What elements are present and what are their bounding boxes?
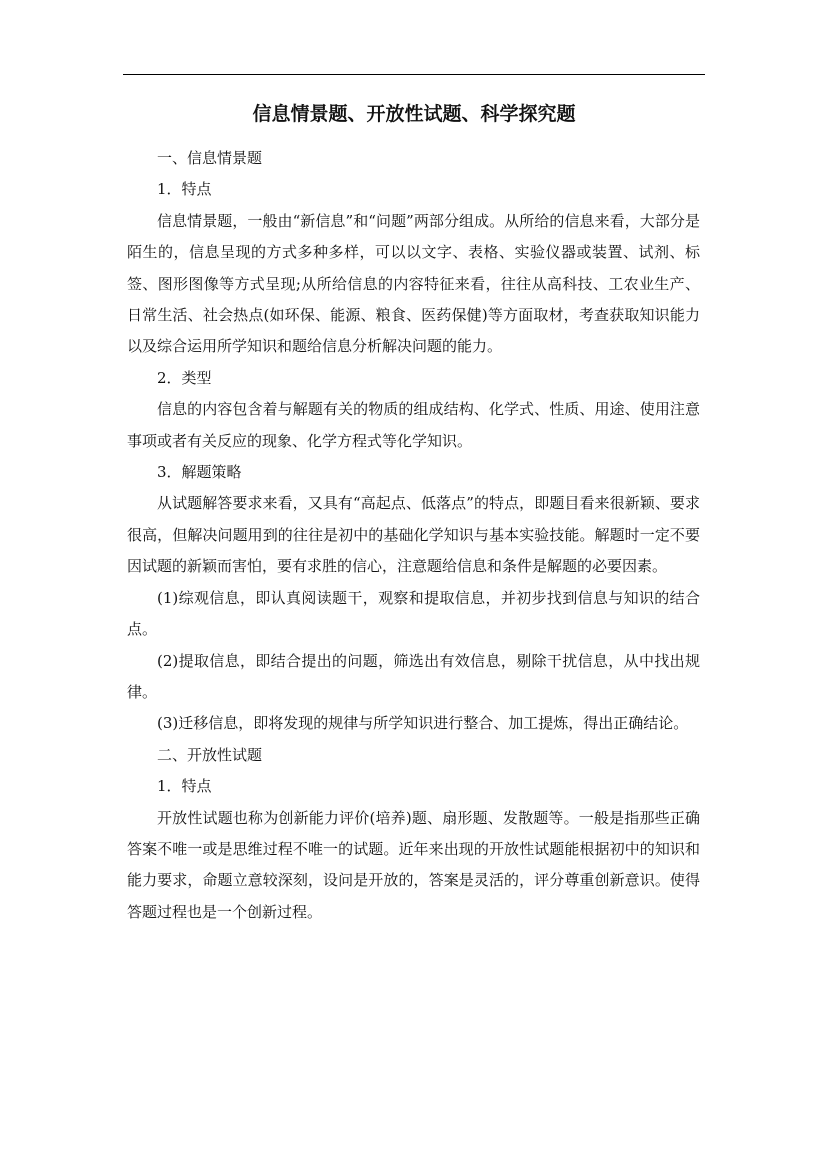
paragraph-open-features-text: 开放性试题也称为创新能力评价(培养)题、扇形题、发散题等。一般是指那些正确答案不唯一或是思维过程不唯一的试题。近年来出现的开放性试题能根据初中的知识和能力要求，命题立意较深刻，设问是开放的，答案是灵活的，评分尊重创新意识。使得答题过程也是一个创新过程。: [127, 808, 700, 921]
subheading-strategy: 3．解题策略: [157, 463, 242, 482]
section-heading-open-questions: 二、开放性试题: [157, 745, 263, 764]
paragraph-types-text: 信息的内容包含着与解题有关的物质的组成结构、化学式、性质、用途、使用注意事项或者有关反应的现象、化学方程式等化学知识。: [127, 400, 700, 450]
section-heading-info-scenario: 一、信息情景题: [157, 149, 263, 167]
subheading-features: 1．特点: [157, 180, 212, 199]
list-item-step-2: (2)提取信息，即结合提出的问题，筛选出有效信息，剔除干扰信息，从中找出规律。: [127, 651, 700, 701]
document-body: [127, 143, 700, 928]
list-item-step-1: (1)综观信息，即认真阅读题干，观察和提取信息，并初步找到信息与知识的结合点。: [127, 588, 700, 639]
paragraph-strategy-text: 从试题解答要求来看，又具有“高起点、低落点”的特点，即题目看来很新颖、要求很高，但解决问题用到的往往是初中的基础化学知识与基本实验技能。解题时一定不要因试题的新颖而害怕，要有求胜的信心，注意题给信息和条件是解题的必要因素。: [127, 494, 700, 576]
list-item-step-3: (3)迁移信息，即将发现的规律与所学知识进行整合、加工提炼，得出正确结论。: [157, 714, 689, 733]
subheading-types: 2．类型: [157, 368, 212, 387]
header-rule: [123, 74, 705, 75]
document-title: 信息情景题、开放性试题、科学探究题: [252, 103, 576, 125]
subheading-open-features: 1．特点: [157, 777, 212, 796]
paragraph-features-text: 信息情景题，一般由“新信息”和“问题”两部分组成。从所给的信息来看，大部分是陌生的，信息呈现的方式多种多样，可以以文字、表格、实验仪器或装置、试剂、标签、图形图像等方式呈现;从所给信息的内容特征来看，往往从高科技、工农业生产、日常生活、社会热点(如环保、能源、粮食、医药保健)等方面取材，考查获取知识能力以及综合运用所学知识和题给信息分析解决问题的能力。: [127, 211, 700, 356]
